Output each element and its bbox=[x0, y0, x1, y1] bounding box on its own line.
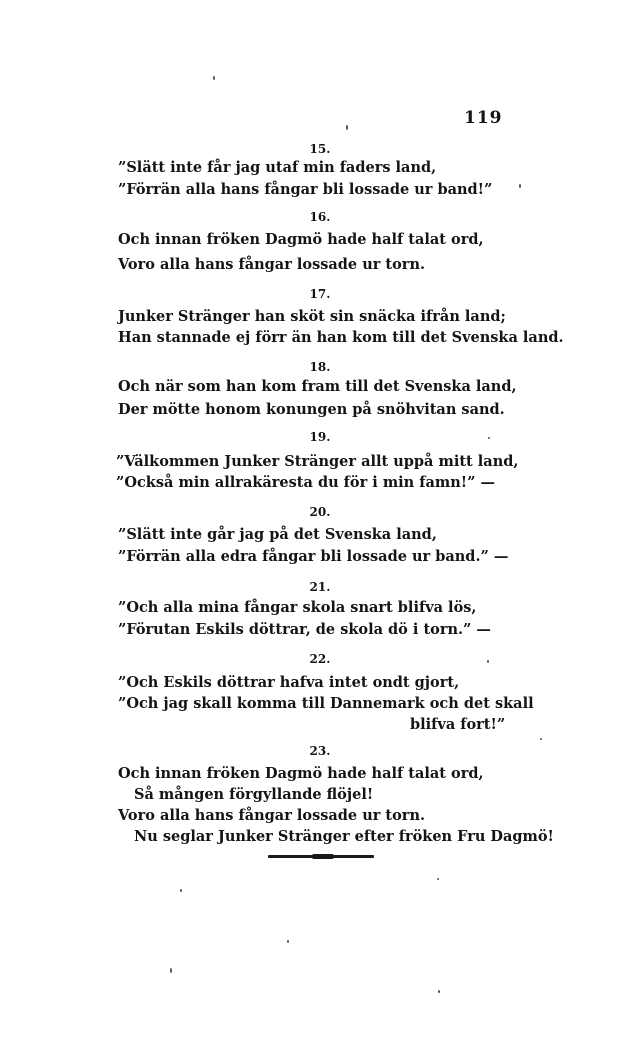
verse-line-continuation: blifva fort!” bbox=[410, 716, 506, 733]
verse-line: ”Förrän alla hans fångar bli lossade ur band!” bbox=[118, 181, 493, 198]
verse-line: Voro alla hans fångar lossade ur torn. bbox=[118, 256, 426, 273]
verse-line: Och när som han kom fram till det Svenska land, bbox=[118, 378, 517, 395]
scan-speck bbox=[438, 990, 440, 993]
scan-speck bbox=[346, 125, 348, 130]
scan-speck bbox=[213, 76, 215, 80]
verse-line: ”Och alla mina fångar skola snart blifva lös, bbox=[118, 599, 477, 616]
page-number: 119 bbox=[464, 108, 503, 128]
scan-speck bbox=[287, 940, 289, 943]
stanza-number: 22. bbox=[309, 652, 331, 666]
scan-speck bbox=[519, 184, 521, 188]
stanza-number: 23. bbox=[309, 744, 331, 758]
verse-line: ”Och jag skall komma till Dannemark och det skall bbox=[118, 695, 534, 712]
verse-line: Junker Stränger han sköt sin snäcka ifrån land; bbox=[118, 308, 506, 325]
stanza-number: 21. bbox=[309, 580, 331, 594]
stanza-number: 17. bbox=[309, 287, 331, 301]
verse-line: ”Välkommen Junker Stränger allt uppå mitt land, bbox=[116, 453, 519, 470]
scan-speck bbox=[170, 968, 172, 973]
scan-speck bbox=[437, 878, 439, 880]
verse-line: Der mötte honom konungen på snöhvitan sand. bbox=[118, 401, 505, 418]
verse-line-indented: Så mången förgyllande flöjel! bbox=[134, 786, 374, 803]
verse-line: ”Slätt inte går jag på det Svenska land, bbox=[118, 526, 437, 543]
stanza-number: 15. bbox=[309, 142, 331, 156]
verse-line: Han stannade ej förr än han kom till det Svenska land. bbox=[118, 329, 564, 346]
scan-speck bbox=[487, 660, 489, 663]
stanza-number: 16. bbox=[309, 210, 331, 224]
stanza-number: 20. bbox=[309, 505, 331, 519]
verse-line: ”Förrän alla edra fångar bli lossade ur band.” — bbox=[118, 548, 509, 565]
scan-speck bbox=[540, 738, 542, 740]
verse-line: ”Förutan Eskils döttrar, de skola dö i torn.” — bbox=[118, 621, 491, 638]
verse-line: Voro alla hans fångar lossade ur torn. bbox=[118, 807, 426, 824]
verse-line: ”Och Eskils döttrar hafva intet ondt gjort, bbox=[118, 674, 460, 691]
verse-line: ”Också min allrakäresta du för i min famn!” — bbox=[116, 474, 496, 491]
scan-speck bbox=[180, 889, 182, 892]
end-ornament-rule bbox=[268, 855, 374, 858]
verse-line-indented: Nu seglar Junker Stränger efter fröken Fru Dagmö! bbox=[134, 828, 554, 845]
verse-line: Och innan fröken Dagmö hade half talat ord, bbox=[118, 231, 484, 248]
scan-speck bbox=[488, 437, 490, 439]
stanza-number: 18. bbox=[309, 360, 331, 374]
verse-line: Och innan fröken Dagmö hade half talat ord, bbox=[118, 765, 484, 782]
verse-line: ”Slätt inte får jag utaf min faders land, bbox=[118, 159, 437, 176]
stanza-number: 19. bbox=[309, 430, 331, 444]
